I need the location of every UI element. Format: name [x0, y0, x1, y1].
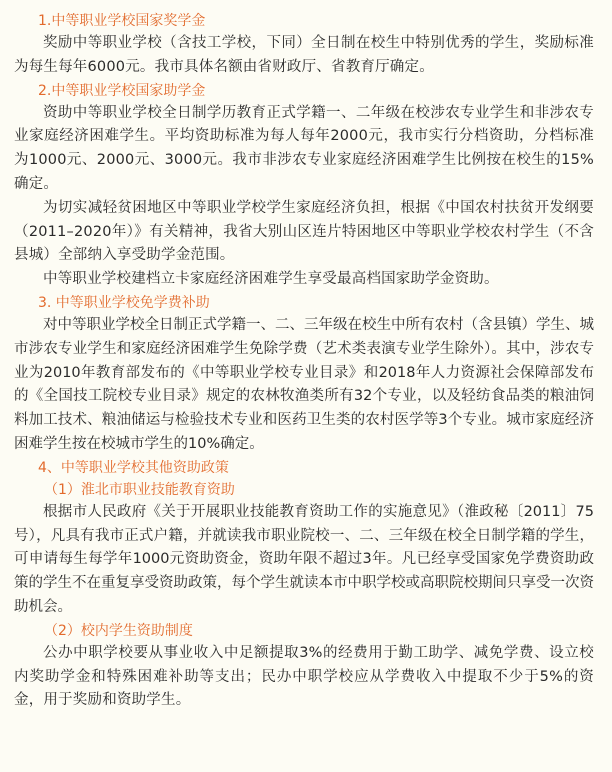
section-other-policies	[14, 457, 594, 479]
section-national-grant	[14, 80, 594, 292]
paragraph: 根据市人民政府《关于开展职业技能教育资助工作的实施意见》（淮政秘〔2011〕75号），凡具有我市正式户籍，并就读我市职业院校一、二、三年级在校全日制学籍的学生，可申请每生每学年1000元资助资金，资助年限不超过3年。凡已经享受国家免学费资助政策的学生不在重复享受资助政策，每个学生就读本市中职学校或高职院校期间只享受一次资助机会。	[14, 503, 594, 615]
paragraph: 公办中职学校要从事业收入中足额提取3%的经费用于勤工助学、减免学费、设立校内奖助学金和特殊困难补助等支出；民办中职学校应从学费收入中提取不少于5%的资金，用于奖励和资助学生。	[14, 644, 594, 709]
section-heading: 1.中等职业学校国家奖学金	[38, 13, 206, 29]
paragraph: 奖励中等职业学校（含技工学校，下同）全日制在校生中特别优秀的学生，奖励标准为每生每年6000元。我市具体名额由省财政厅、省教育厅确定。	[14, 35, 594, 75]
section-heading: 4、中等职业学校其他资助政策	[38, 459, 229, 476]
section-tuition-waiver	[14, 292, 594, 457]
section-school-aid-system	[14, 620, 594, 713]
section-heading: 3. 中等职业学校免学费补助	[38, 294, 210, 311]
subsection-heading: （1）淮北市职业技能教育资助	[44, 481, 235, 498]
paragraph: 中等职业学校建档立卡家庭经济困难学生享受最高档国家助学金资助。	[43, 271, 499, 288]
section-heading: 2.中等职业学校国家助学金	[38, 82, 206, 99]
paragraph: 资助中等职业学校全日制学历教育正式学籍一、二年级在校涉农专业学生和非涉农专业家庭经济困难学生。平均资助标准为每人每年2000元，我市实行分档资助，分档标准为1000元、2000元、3000元。我市非涉农专业家庭经济困难学生比例按在校生的15%确定。	[14, 104, 594, 192]
section-national-scholarship	[14, 10, 594, 80]
paragraph: 对中等职业学校全日制正式学籍一、二、三年级在校生中所有农村（含县镇）学生、城市涉农专业学生和家庭经济困难学生免除学费（艺术类表演专业学生除外）。其中，涉农专业为2010年教育部发布的《中等职业学校专业目录》和2018年人力资源社会保障部发布的《全国技工院校专业目录》规定的农林牧渔类所有32个专业，以及轻纺食品类的粮油饲料加工技术、粮油储运与检验技术专业和医药卫生类的农村医学等3个专业。城市家庭经济困难学生按在校城市学生的10%确定。	[14, 316, 594, 452]
paragraph: 为切实减轻贫困地区中等职业学校学生家庭经济负担，根据《中国农村扶贫开发纲要（2011–2020年）》有关精神，我省大别山区连片特困地区中等职业学校农村学生（不含县城）全部纳入享受助学金范围。	[14, 199, 594, 264]
subsection-heading: （2）校内学生资助制度	[44, 622, 193, 639]
section-huaibei-vocational-aid	[14, 479, 594, 620]
